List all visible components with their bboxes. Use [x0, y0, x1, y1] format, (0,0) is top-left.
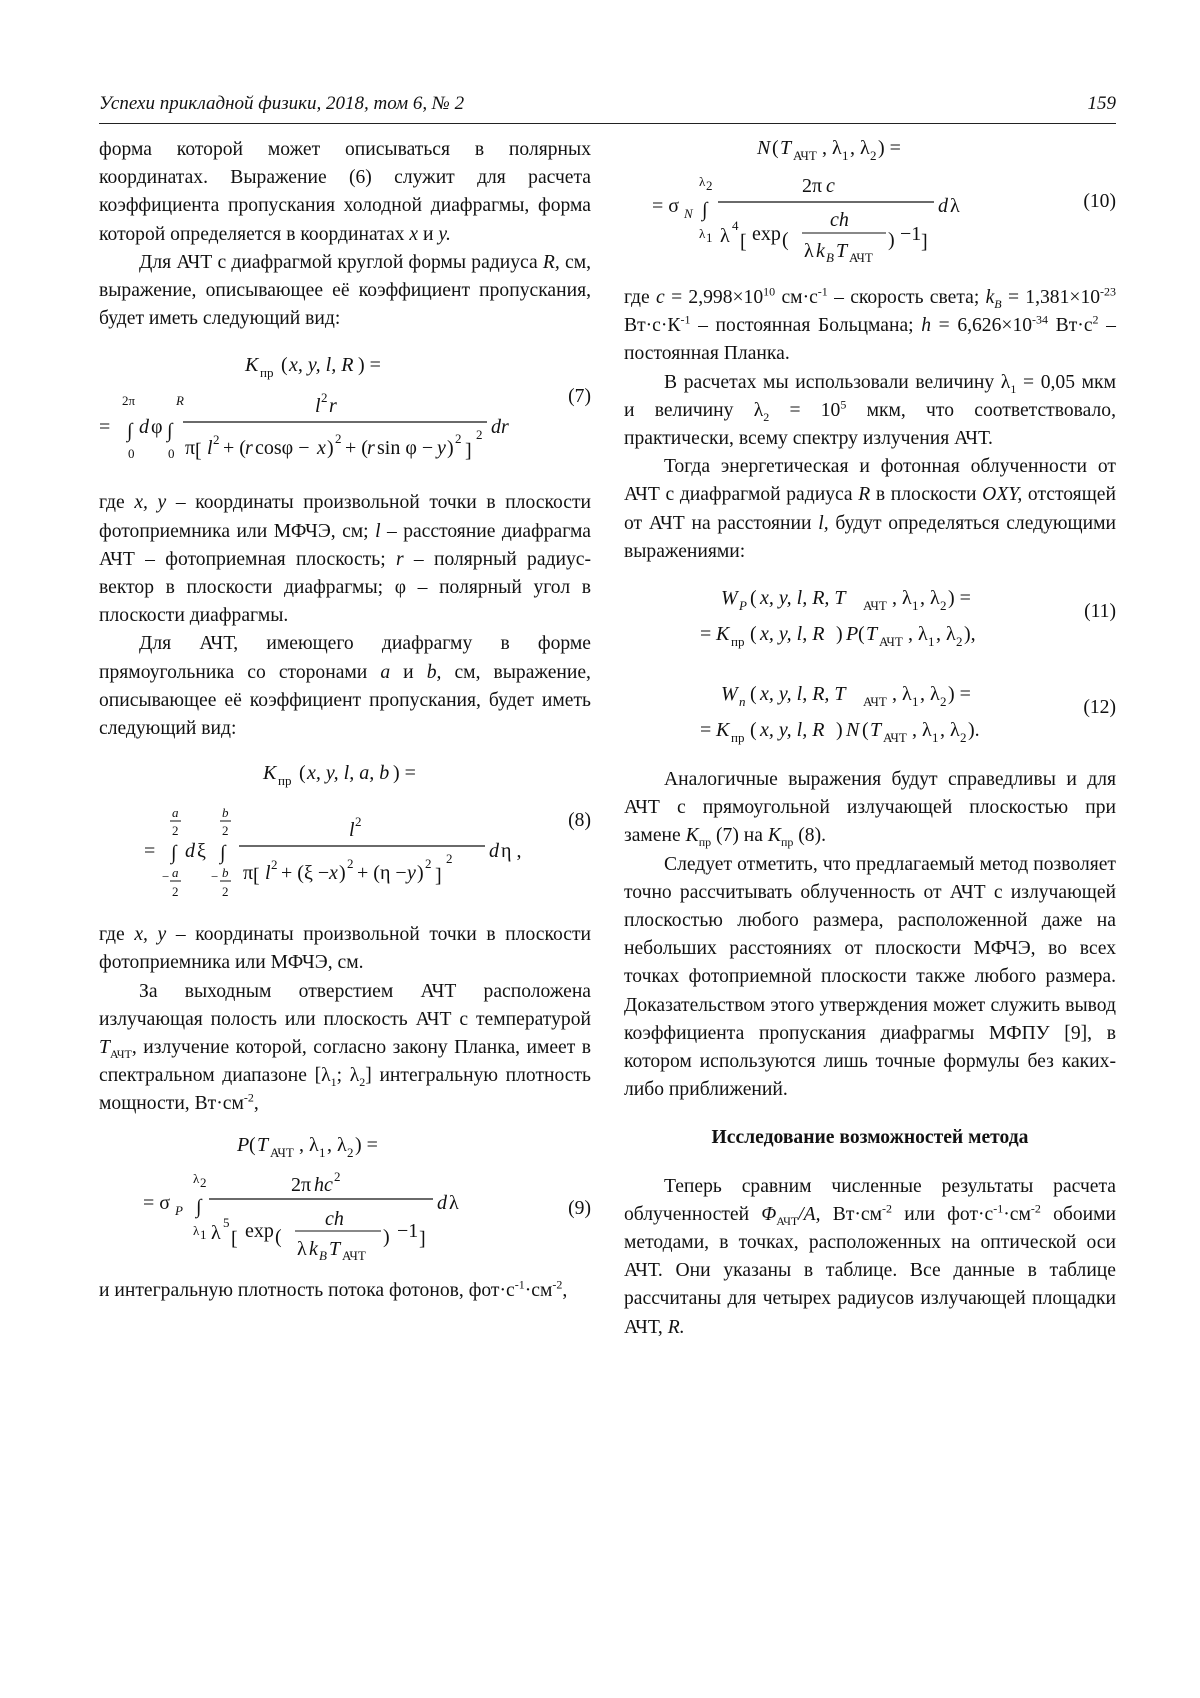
- svg-text:2: 2: [271, 857, 278, 873]
- svg-text:T: T: [870, 719, 882, 742]
- svg-text:АЧТ: АЧТ: [863, 694, 887, 710]
- svg-text:+ (: + (: [223, 437, 246, 460]
- svg-text:T: T: [329, 1237, 341, 1260]
- svg-text:АЧТ: АЧТ: [883, 730, 907, 746]
- svg-text:, λ: , λ: [892, 683, 912, 706]
- svg-text:) =: ) =: [878, 137, 901, 159]
- svg-text:cosφ −: cosφ −: [255, 437, 310, 460]
- svg-text:λ: λ: [193, 1222, 200, 1238]
- equation-number: (8): [568, 810, 591, 832]
- svg-text:): ): [383, 1225, 390, 1248]
- svg-text:4: 4: [732, 218, 739, 233]
- svg-text:(: (: [750, 719, 757, 742]
- svg-text:λ: λ: [720, 225, 730, 247]
- svg-text:λ: λ: [449, 1191, 459, 1214]
- paragraph: В расчетах мы использовали величину $\lambda_1 = 0,05$ мкм и величину $\lambda_2 = 10^5$ мкм, что соответствовало, практически, всему спектру излучения АЧТ.: [624, 371, 1116, 450]
- svg-text:2: 2: [940, 694, 947, 710]
- equation-10: [624, 136, 1116, 278]
- svg-text:x, y, l, R: x, y, l, R: [760, 623, 825, 646]
- svg-text:2: 2: [222, 884, 229, 900]
- equation-number: (10): [1083, 191, 1116, 212]
- svg-text:, λ: , λ: [936, 623, 956, 646]
- svg-text:, λ: , λ: [940, 719, 960, 742]
- svg-text:sin φ −: sin φ −: [377, 437, 434, 460]
- svg-text:= σ: = σ: [143, 1191, 171, 1214]
- svg-text:b: b: [222, 805, 229, 821]
- svg-text:d: d: [185, 840, 195, 863]
- svg-text:l: l: [207, 437, 213, 460]
- svg-text:K: K: [716, 719, 730, 742]
- svg-text:∫: ∫: [220, 842, 226, 865]
- svg-text:x, y, l, R: x, y, l, R: [760, 719, 825, 742]
- svg-text:N: N: [684, 206, 693, 221]
- svg-text:y: y: [437, 437, 446, 460]
- equation-7: [99, 333, 591, 483]
- svg-text:d: d: [938, 195, 948, 217]
- svg-text:(: (: [299, 762, 306, 785]
- svg-text:λ: λ: [699, 226, 706, 241]
- svg-text:0: 0: [128, 446, 135, 462]
- svg-text:АЧТ: АЧТ: [849, 250, 873, 265]
- svg-text:λ: λ: [699, 174, 706, 189]
- equation-8: [99, 743, 591, 915]
- equation-number: (7): [568, 386, 591, 408]
- svg-text:(: (: [275, 1225, 282, 1248]
- svg-text:(: (: [750, 683, 757, 706]
- svg-text:2: 2: [172, 884, 179, 900]
- paragraph: где $c = 2,998\times 10^{10}$ $см\cdot с^{-1}$ – скорость света; $k_B = 1,381\times 10^{-23}$ $Вт\cdot с\cdot К^{-1}$ – постоянная Больцмана; $h = 6,626\times 10^{-34}$ $Вт\cdot с^2$ – постоянная Планка.: [624, 284, 1117, 365]
- svg-text:ch: ch: [830, 209, 849, 231]
- equation-number: (11): [1084, 601, 1116, 623]
- svg-text:∫: ∫: [196, 1195, 202, 1218]
- svg-text:W: W: [721, 587, 738, 610]
- svg-text:2: 2: [334, 1168, 341, 1184]
- svg-text:]: ]: [419, 1227, 426, 1250]
- svg-text:x, y, l, a, b: x, y, l, a, b: [307, 762, 390, 785]
- svg-text:): ): [888, 229, 895, 251]
- svg-text:+ (: + (: [345, 437, 368, 460]
- svg-text:λ: λ: [297, 1237, 307, 1260]
- svg-text:d: d: [437, 1191, 447, 1214]
- svg-text:−1: −1: [397, 1219, 419, 1242]
- svg-text:2: 2: [172, 823, 179, 839]
- svg-text:k: k: [309, 1237, 318, 1260]
- svg-text:c: c: [826, 175, 835, 197]
- svg-text:K: K: [716, 623, 730, 646]
- svg-text:АЧТ: АЧТ: [863, 598, 887, 614]
- svg-text:l: l: [315, 395, 321, 418]
- svg-text:π: π: [185, 437, 196, 460]
- svg-text:]: ]: [921, 231, 928, 253]
- svg-text:−: −: [162, 869, 170, 885]
- svg-text:2π: 2π: [122, 393, 136, 409]
- svg-text:) =: ) =: [355, 1133, 378, 1156]
- paragraph: форма которой может описываться в полярных координатах. Выражение (6) служит для расчета коэффициента пропускания холодной диафрагмы, форма которой определяется в координатах x и y.: [99, 139, 591, 245]
- svg-text:пр: пр: [731, 634, 745, 650]
- svg-text:2: 2: [960, 730, 967, 746]
- svg-text:1: 1: [912, 598, 919, 614]
- svg-text:1: 1: [912, 694, 919, 710]
- svg-text:пр: пр: [278, 773, 292, 789]
- svg-text:2: 2: [335, 431, 342, 447]
- equation-number: (12): [1083, 697, 1116, 719]
- svg-text:n: n: [739, 694, 746, 710]
- svg-text:]: ]: [435, 865, 442, 888]
- svg-text:r: r: [329, 395, 337, 418]
- svg-text:l: l: [349, 819, 355, 842]
- svg-text:2: 2: [321, 390, 328, 406]
- svg-text:(: (: [862, 719, 869, 742]
- right-column: [624, 136, 1116, 1342]
- svg-text:2: 2: [213, 432, 220, 448]
- svg-text:B: B: [319, 1247, 327, 1263]
- svg-text:T: T: [257, 1133, 269, 1156]
- svg-text:N: N: [846, 719, 860, 742]
- svg-text:2: 2: [446, 851, 453, 867]
- svg-text:, λ: , λ: [850, 137, 870, 159]
- svg-text:1: 1: [842, 148, 849, 163]
- svg-text:): ): [327, 437, 334, 460]
- paragraph: и интегральную плотность потока фотонов, $фот\cdot с^{-1}\cdot см^{-2}$,: [99, 1277, 568, 1301]
- equation-12: [624, 658, 1116, 766]
- left-column: [99, 136, 591, 1305]
- svg-text:k: k: [816, 240, 825, 262]
- svg-text:2: 2: [870, 148, 877, 163]
- svg-text:, λ: , λ: [920, 587, 940, 610]
- svg-text:2: 2: [455, 431, 462, 447]
- svg-text:[: [: [740, 231, 747, 253]
- svg-text:АЧТ: АЧТ: [879, 634, 903, 650]
- paragraph: Аналогичные выражения будут справедливы и для АЧТ с прямоугольной излучающей плоскостью при замене $K_{пр}$ (7) на $K_{пр}$ (8).: [624, 769, 1116, 850]
- svg-text:2: 2: [940, 598, 947, 614]
- paragraph: Для АЧТ с диафрагмой круглой формы радиуса R, см, выражение, описывающее её коэффициент пропускания, будет иметь следующий вид:: [99, 251, 591, 330]
- svg-text:, λ: , λ: [912, 719, 932, 742]
- svg-text:λ: λ: [211, 1221, 221, 1244]
- svg-text:a: a: [172, 805, 179, 821]
- svg-text:r: r: [367, 437, 375, 460]
- svg-text:, λ: , λ: [327, 1133, 347, 1156]
- svg-text:η ,: η ,: [501, 840, 522, 863]
- svg-text:=: =: [700, 623, 712, 646]
- paragraph: За выходным отверстием АЧТ расположена излучающая полость или плоскость АЧТ с температурой $T_{АЧТ}$, излучение которой, согласно закону Планка, имеет в спектральном диапазоне [$\lambda_1$; $\lambda_2$] интегральную плотность мощности, $Вт\cdot см^{-2}$,: [99, 980, 591, 1115]
- svg-text:2: 2: [476, 427, 483, 443]
- svg-text:1: 1: [706, 230, 713, 245]
- svg-text:1: 1: [319, 1144, 326, 1160]
- equation-number: (9): [568, 1197, 591, 1219]
- svg-text:): ): [447, 437, 454, 460]
- svg-text:2π: 2π: [802, 175, 823, 197]
- svg-text:P: P: [175, 1202, 183, 1218]
- svg-text:[: [: [195, 440, 202, 463]
- svg-text:, λ: , λ: [822, 137, 842, 159]
- svg-text:2: 2: [355, 814, 362, 830]
- svg-text:d: d: [489, 840, 499, 863]
- svg-text:P: P: [237, 1133, 250, 1156]
- svg-text:) =: ) =: [948, 683, 971, 706]
- section-heading: Исследование возможностей метода: [711, 1127, 1029, 1149]
- svg-text:=: =: [99, 416, 111, 439]
- svg-text:=: =: [144, 840, 156, 863]
- svg-text:).: ).: [968, 719, 980, 742]
- svg-text:K: K: [245, 354, 259, 377]
- svg-text:x, y, l, R, T: x, y, l, R, T: [760, 587, 846, 610]
- svg-text:1: 1: [932, 730, 939, 746]
- paragraph: где x, y – координаты произвольной точки в плоскости фотоприемника или МФЧЭ, см.: [99, 924, 591, 974]
- svg-text:) =: ) =: [358, 354, 381, 377]
- svg-text:, λ: , λ: [299, 1133, 319, 1156]
- paragraph: где x, y – координаты произвольной точки в плоскости фотоприемника или МФЧЭ, см; l – расстояние диафрагма АЧТ – фотоприемная плоскость; r – полярный радиус-вектор в плоскости диафрагмы; φ – полярный угол в плоскости диафрагмы.: [99, 492, 591, 627]
- svg-text:λ: λ: [804, 240, 814, 262]
- svg-text:r: r: [245, 437, 253, 460]
- svg-text:λ: λ: [950, 195, 960, 217]
- svg-text:d: d: [139, 416, 149, 439]
- paragraph: Теперь сравним численные результаты расчета облученностей $\Phi_{АЧТ}/A$, $Вт\cdot см^{-2}$ или $фот\cdot с^{-1}\cdot см^{-2}$ обоими методами, в точках, расположенных на оптической оси АЧТ. Они указаны в таблице. Все данные в таблице рассчитаны для четырех радиусов излучающей площадки АЧТ, R.: [624, 1175, 1117, 1338]
- svg-text:[: [: [231, 1227, 238, 1250]
- svg-text:) =: ) =: [948, 587, 971, 610]
- svg-text:∫: ∫: [702, 199, 708, 221]
- paragraph: Следует отметить, что предлагаемый метод позволяет точно рассчитывать облученность от АЧТ с излучающей плоскостью любого размера, расположенной даже на небольших расстояниях от плоскости МФЧЭ, во всех точках фотоприемной плоскости также любого размера. Доказательством этого утверждения может служить вывод коэффициента пропускания диафрагмы МФПУ [9], в котором используются лишь точные формулы без каких-либо приближений.: [624, 853, 1116, 1101]
- svg-text:ξ: ξ: [197, 840, 206, 863]
- svg-text:пр: пр: [731, 730, 745, 746]
- svg-text:): ): [339, 862, 346, 885]
- svg-text:y: y: [407, 862, 416, 885]
- equation-11: [624, 566, 1116, 658]
- svg-text:T: T: [836, 240, 848, 262]
- running-header: [99, 93, 1116, 124]
- svg-text:2π: 2π: [291, 1173, 312, 1196]
- svg-text:x: x: [329, 862, 338, 885]
- svg-text:) =: ) =: [393, 762, 416, 785]
- svg-text:АЧТ: АЧТ: [342, 1247, 366, 1263]
- svg-text:(: (: [750, 623, 757, 646]
- equation-9: [99, 1119, 591, 1271]
- svg-text:): ): [417, 862, 424, 885]
- svg-text:2: 2: [956, 634, 963, 650]
- svg-text:=: =: [700, 719, 712, 742]
- svg-text:λ: λ: [193, 1170, 200, 1186]
- paragraph: Тогда энергетическая и фотонная облученности от АЧТ с диафрагмой радиуса R в плоскости OXY, отстоящей от АЧТ на расстоянии l, будут определяться следующими выражениями:: [624, 456, 1116, 562]
- svg-text:exp: exp: [245, 1219, 274, 1242]
- svg-text:∫: ∫: [127, 420, 133, 443]
- svg-text:ch: ch: [325, 1207, 344, 1230]
- svg-text:= σ: = σ: [652, 195, 680, 217]
- svg-text:π: π: [243, 862, 254, 885]
- svg-text:(: (: [782, 229, 789, 251]
- svg-text:(: (: [249, 1133, 256, 1156]
- svg-text:2: 2: [347, 856, 354, 872]
- svg-text:2: 2: [200, 1174, 207, 1190]
- svg-text:exp: exp: [752, 223, 781, 245]
- svg-text:l: l: [265, 862, 271, 885]
- svg-text:R: R: [176, 393, 184, 409]
- svg-text:B: B: [826, 250, 834, 265]
- svg-text:x, y, l, R, T: x, y, l, R, T: [760, 683, 846, 706]
- svg-text:hc: hc: [314, 1173, 333, 1196]
- svg-text:0: 0: [168, 446, 175, 462]
- paragraph: Для АЧТ, имеющего диафрагму в форме прямоугольника со сторонами a и b, см, выражение, описывающее её коэффициент пропускания, будет иметь следующий вид:: [99, 633, 591, 740]
- svg-text:N: N: [757, 137, 771, 159]
- svg-text:K: K: [263, 762, 277, 785]
- svg-text:(: (: [750, 587, 757, 610]
- svg-text:2: 2: [425, 856, 432, 872]
- svg-text:): ): [836, 719, 843, 742]
- svg-text:a: a: [172, 865, 179, 881]
- svg-text:АЧТ: АЧТ: [793, 148, 817, 163]
- svg-text:P: P: [739, 598, 747, 614]
- svg-text:W: W: [721, 683, 738, 706]
- svg-text:x: x: [317, 437, 326, 460]
- svg-text:−1: −1: [900, 223, 922, 245]
- svg-text:2: 2: [222, 823, 229, 839]
- page-number: 159: [1087, 93, 1116, 114]
- svg-text:АЧТ: АЧТ: [270, 1144, 294, 1160]
- svg-text:, λ: , λ: [892, 587, 912, 610]
- svg-text:T: T: [866, 623, 878, 646]
- svg-text:5: 5: [223, 1214, 230, 1230]
- svg-text:+ (η −: + (η −: [357, 862, 407, 885]
- svg-text:b: b: [222, 865, 229, 881]
- svg-text:∫: ∫: [167, 420, 173, 443]
- svg-text:T: T: [780, 137, 792, 159]
- svg-text:, λ: , λ: [920, 683, 940, 706]
- svg-text:∫: ∫: [171, 842, 177, 865]
- svg-text:[: [: [253, 865, 260, 888]
- svg-text:, λ: , λ: [908, 623, 928, 646]
- svg-text:1: 1: [200, 1226, 207, 1242]
- svg-text:+ (ξ −: + (ξ −: [281, 862, 330, 885]
- svg-text:пр: пр: [260, 365, 274, 381]
- svg-text:(: (: [858, 623, 865, 646]
- svg-text:1: 1: [928, 634, 935, 650]
- svg-text:(: (: [772, 137, 779, 159]
- svg-text:x, y, l, R: x, y, l, R: [289, 354, 354, 377]
- svg-text:dr: dr: [491, 416, 509, 439]
- svg-text:P: P: [846, 623, 859, 646]
- svg-text:),: ),: [964, 623, 976, 646]
- svg-text:2: 2: [706, 178, 713, 193]
- svg-text:−: −: [211, 869, 219, 885]
- journal-title: Успехи прикладной физики, 2018, том 6, № 2: [99, 93, 465, 114]
- svg-text:(: (: [281, 354, 288, 377]
- svg-text:φ: φ: [151, 416, 163, 439]
- svg-text:): ): [836, 623, 843, 646]
- svg-text:]: ]: [465, 440, 472, 463]
- svg-text:2: 2: [347, 1144, 354, 1160]
